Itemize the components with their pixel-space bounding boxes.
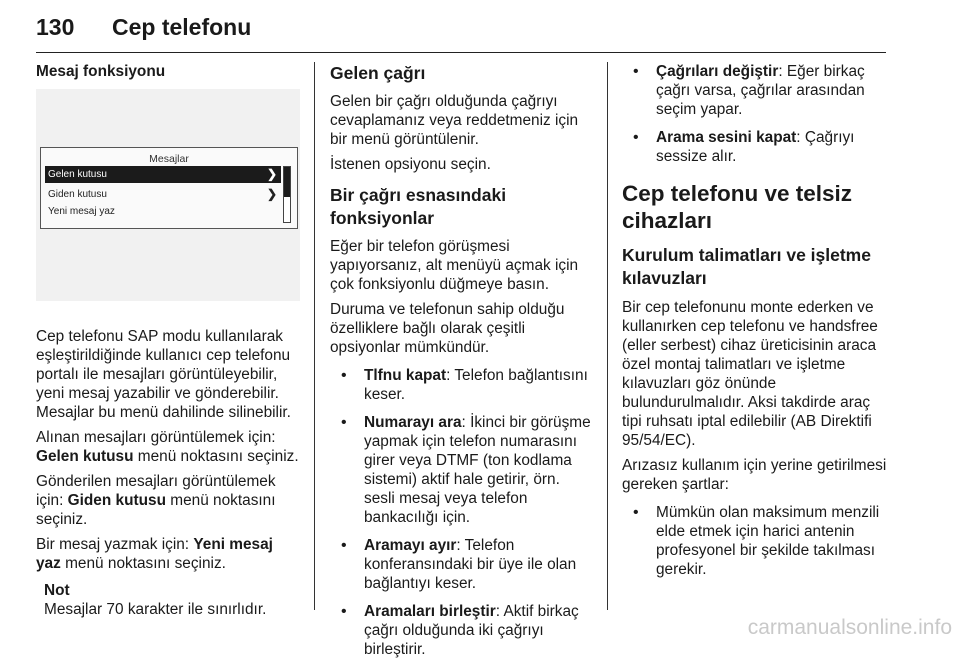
text: : Eğer birkaç çağrı varsa, çağrılar arasından seçim yapar. — [656, 63, 865, 118]
bold-text: Gelen kutusu — [36, 448, 134, 465]
bullet-list — [622, 503, 890, 579]
note-text: Mesajlar 70 karakter ile sınırlıdır. — [44, 601, 267, 618]
menu-item-label: Yeni mesaj yaz — [48, 206, 115, 217]
list-item — [622, 503, 890, 579]
text: menü noktasını seçiniz. — [36, 492, 276, 528]
column-3 — [622, 62, 890, 588]
paragraph — [36, 428, 300, 466]
text: : İkinci bir görüşme yapmak için telefon numarasını girer veya DTMF (ton kodlama sistemi) aktif hale getirir, örn. sesli mesaj veya telefon bankacılığı için. — [364, 414, 591, 526]
paragraph — [36, 535, 300, 573]
bold-text: Numarayı ara — [364, 414, 462, 431]
bold-text: Giden kutusu — [67, 492, 166, 509]
bold-text: Yeni mesaj yaz — [36, 536, 273, 572]
text: menü noktasını seçiniz. — [60, 555, 226, 572]
chevron-right-icon: ❯ — [266, 187, 277, 201]
menu-item-inbox[interactable] — [45, 166, 281, 183]
paragraph: Gelen bir çağrı olduğunda çağrıyı cevaplamanız veya reddetmeniz için bir menü görüntülenir. — [330, 93, 579, 148]
bold-text: Çağrıları değiştir — [656, 63, 779, 80]
bullet-list — [622, 62, 890, 166]
text: : Telefon bağlantısını keser. — [364, 367, 588, 403]
watermark: carmanualsonline.info — [747, 616, 952, 639]
page-title: Cep telefonu — [112, 14, 252, 40]
section-heading: Bir çağrı esnasındaki fonksiyonlar — [330, 185, 507, 228]
paragraph: Arızasız kullanım için yerine getirilmesi gereken şartlar: — [622, 457, 887, 493]
text: Bir mesaj yazmak için: — [36, 536, 194, 553]
note-label: Not — [44, 582, 70, 599]
paragraph: Cep telefonu SAP modu kullanılarak eşleştirildiğinde kullanıcı cep telefonu portalı ile mesajları görüntüleyebilir, yeni mesaj yazabilir ve gönderebilir. Mesajlar bu menü dahilinde silinebilir. — [36, 328, 291, 421]
paragraph — [36, 472, 300, 529]
paragraph: Bir cep telefonunu monte ederken ve kullanırken cep telefonu ve handsfree (eller serbest) cihaz üreticisinin araca özel montaj talimatları ve işletme kılavuzları göz önünde bulundurulmalıdır. Aksi takdirde araç tipi ruhsatı iptal edilebilir (AB Direktifi 95/54/EC). — [622, 299, 878, 449]
menu-item-outbox[interactable] — [45, 186, 281, 203]
bold-text: Tlfnu kapat — [364, 367, 447, 384]
paragraph: İstenen opsiyonu seçin. — [330, 156, 491, 173]
menu-item-label: Gelen kutusu — [48, 169, 107, 180]
column-divider — [314, 62, 315, 610]
display-screenshot — [36, 89, 300, 301]
text: Mümkün olan maksimum menzili elde etmek için harici antenin profesyonel bir şekilde takılması gerekir. — [656, 504, 880, 578]
menu-item-label: Giden kutusu — [48, 189, 107, 200]
section-heading: Gelen çağrı — [330, 63, 426, 83]
text: Gönderilen mesajları görüntülemek için: — [36, 473, 276, 509]
text: : Çağrıyı sessize alır. — [656, 129, 855, 165]
column-2 — [330, 62, 594, 668]
screen-title: Mesajlar — [149, 153, 189, 165]
text: Alınan mesajları görüntülemek için: — [36, 429, 276, 446]
paragraph: Eğer bir telefon görüşmesi yapıyorsanız, alt menüyü açmak için çok fonksiyonlu düğmeye basın. — [330, 238, 579, 293]
column-1 — [36, 62, 300, 619]
bold-text: Aramaları birleştir — [364, 603, 496, 620]
scrollbar-thumb[interactable] — [284, 167, 290, 197]
section-heading: Kurulum talimatları ve işletme kılavuzları — [622, 245, 871, 288]
list-item — [622, 62, 890, 119]
text: : Aktif birkaç çağrı olduğunda iki çağrıyı birleştirir. — [364, 603, 579, 658]
bold-text: Arama sesini kapat — [656, 129, 797, 146]
note — [44, 581, 300, 619]
text: menü noktasını seçiniz. — [133, 448, 299, 465]
text: : Telefon konferansındaki bir üye ile olan bağlantıyı keser. — [364, 537, 577, 592]
screen-frame — [40, 147, 298, 229]
column-divider — [607, 62, 608, 610]
list-item — [330, 413, 594, 527]
list-item — [330, 366, 594, 404]
list-item — [622, 128, 890, 166]
section-heading: Mesaj fonksiyonu — [36, 63, 166, 80]
scrollbar[interactable] — [283, 166, 291, 223]
list-item — [330, 602, 594, 659]
paragraph: Duruma ve telefonun sahip olduğu özelliklere bağlı olarak çeşitli opsiyonlar mümkündür. — [330, 301, 565, 356]
chapter-heading: Cep telefonu ve telsiz cihazları — [622, 181, 853, 233]
bullet-list — [330, 366, 594, 659]
menu-item-new-message[interactable] — [45, 203, 281, 220]
page-header — [36, 0, 886, 53]
list-item — [330, 536, 594, 593]
page-number: 130 — [36, 14, 75, 40]
bold-text: Aramayı ayır — [364, 537, 457, 554]
chevron-right-icon: ❯ — [266, 167, 277, 181]
